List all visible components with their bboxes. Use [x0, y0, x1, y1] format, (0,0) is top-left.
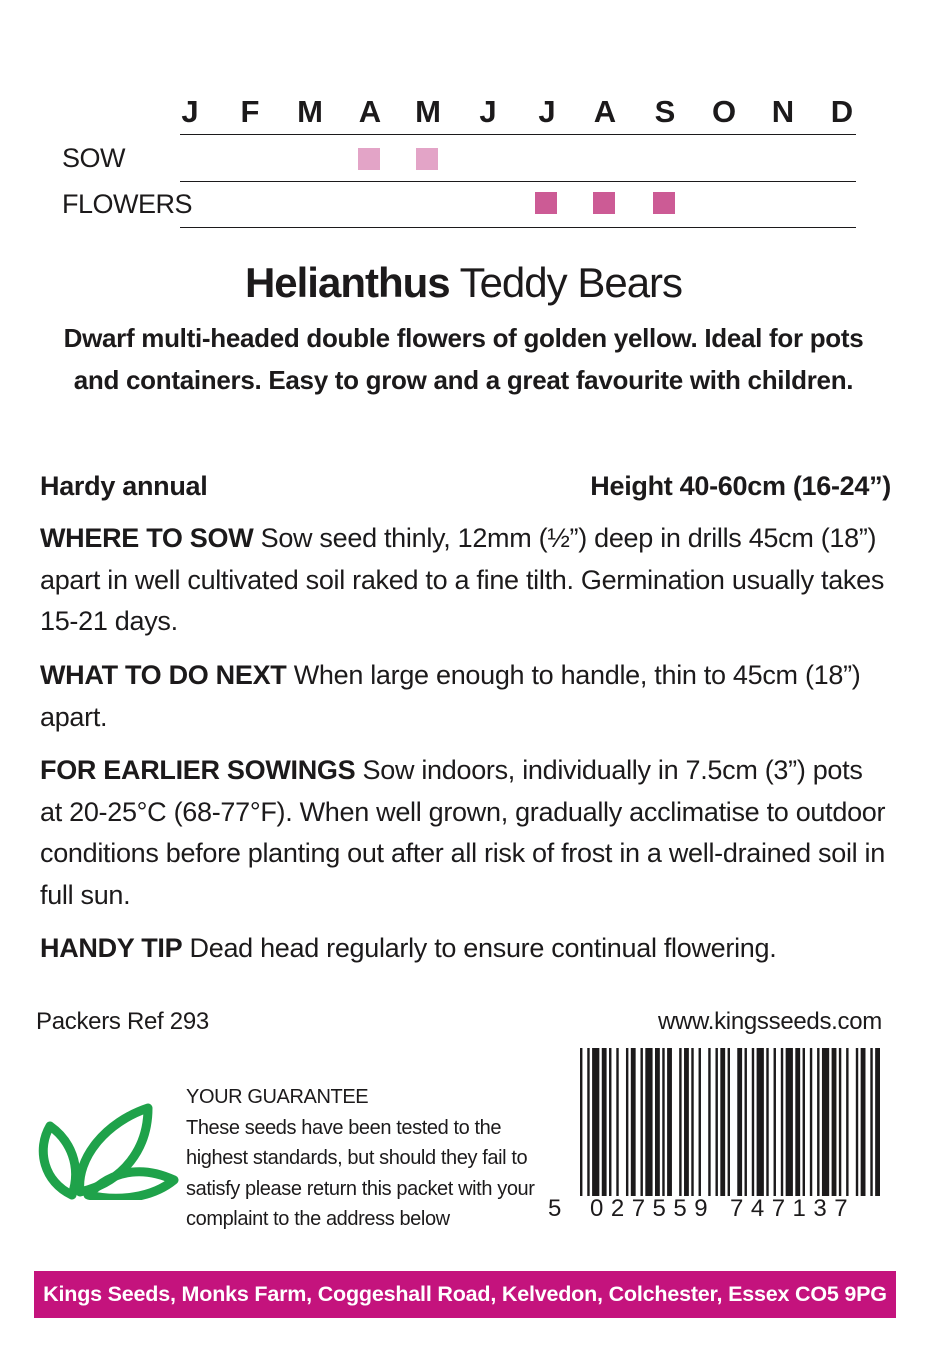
handy-tip-section: [40, 928, 890, 970]
month-apr: A: [358, 94, 382, 129]
barcode-group-2: 747137: [730, 1195, 856, 1222]
barcode-icon: [580, 1048, 880, 1196]
sow-month-mark: [416, 148, 438, 170]
month-mar: M: [297, 94, 323, 129]
flowers-month-mark: [535, 192, 557, 214]
sow-month-mark: [358, 148, 380, 170]
plant-height: Height 40-60cm (16-24”): [590, 471, 891, 501]
month-dec: D: [830, 94, 854, 129]
month-may: M: [415, 94, 441, 129]
month-header: [180, 95, 856, 129]
section-text: Dead head regularly to ensure continual flowering.: [189, 933, 777, 963]
plant-type: Hardy annual: [40, 471, 208, 501]
section-text: Sow indoors, individually in 7.5cm (3”) pots at 20-25°C (68-77°F). When well grown, gradually acclimatise to outdoor conditions before planting out after all risk of frost in a well-drained soil in full sun.: [40, 755, 886, 910]
where-to-sow-section: [40, 518, 890, 643]
month-aug: A: [593, 94, 617, 129]
section-text: Sow seed thinly, 12mm (½”) deep in drills 45cm (18”) apart in well cultivated soil raked to a fine tilth. Germination usually takes 15-21 days.: [40, 523, 885, 636]
calendar-rule-middle: [180, 181, 856, 182]
sow-row-label: SOW: [62, 143, 125, 173]
month-oct: O: [711, 94, 737, 129]
variety-name: Teddy Bears: [459, 259, 683, 306]
product-description: Dwarf multi-headed double flowers of golden yellow. Ideal for pots and containers. Easy to grow and a great favourite with children.: [63, 323, 864, 395]
product-title: [0, 258, 927, 308]
what-to-do-next-section: [40, 655, 890, 738]
guarantee-block: [186, 1082, 556, 1235]
genus-name: Helianthus: [244, 259, 450, 306]
calendar-rule-top: [180, 134, 856, 135]
website-url: www.kingsseeds.com: [657, 1008, 882, 1035]
leaf-logo-icon: [36, 1100, 181, 1200]
month-jul: J: [538, 94, 556, 129]
flowers-row-label: FLOWERS: [62, 189, 193, 219]
barcode-first-digit: 5: [548, 1195, 562, 1222]
section-heading: FOR EARLIER SOWINGS: [40, 755, 356, 785]
month-jun: J: [479, 94, 497, 129]
address-banner: Kings Seeds, Monks Farm, Coggeshall Road, Kelvedon, Colchester, Essex CO5 9PG: [34, 1271, 896, 1318]
guarantee-text: These seeds have been tested to the highest standards, but should they fail to satisfy please return this packet with your complaint to the address below: [186, 1116, 535, 1230]
packers-ref: Packers Ref 293: [36, 1008, 209, 1035]
barcode-group-1: 027559: [590, 1195, 716, 1222]
earlier-sowings-section: [40, 750, 890, 916]
section-heading: WHERE TO SOW: [40, 523, 254, 553]
section-heading: HANDY TIP: [40, 933, 183, 963]
month-jan: J: [181, 94, 199, 129]
month-sep: S: [654, 94, 676, 129]
section-text: When large enough to handle, thin to 45cm (18”) apart.: [40, 660, 861, 732]
guarantee-title: YOUR GUARANTEE: [186, 1086, 369, 1108]
month-nov: N: [771, 94, 795, 129]
calendar-rule-bottom: [180, 227, 856, 228]
section-heading: WHAT TO DO NEXT: [40, 660, 287, 690]
flowers-month-mark: [653, 192, 675, 214]
flowers-month-mark: [593, 192, 615, 214]
month-feb: F: [240, 94, 260, 129]
barcode-number: [546, 1196, 886, 1222]
